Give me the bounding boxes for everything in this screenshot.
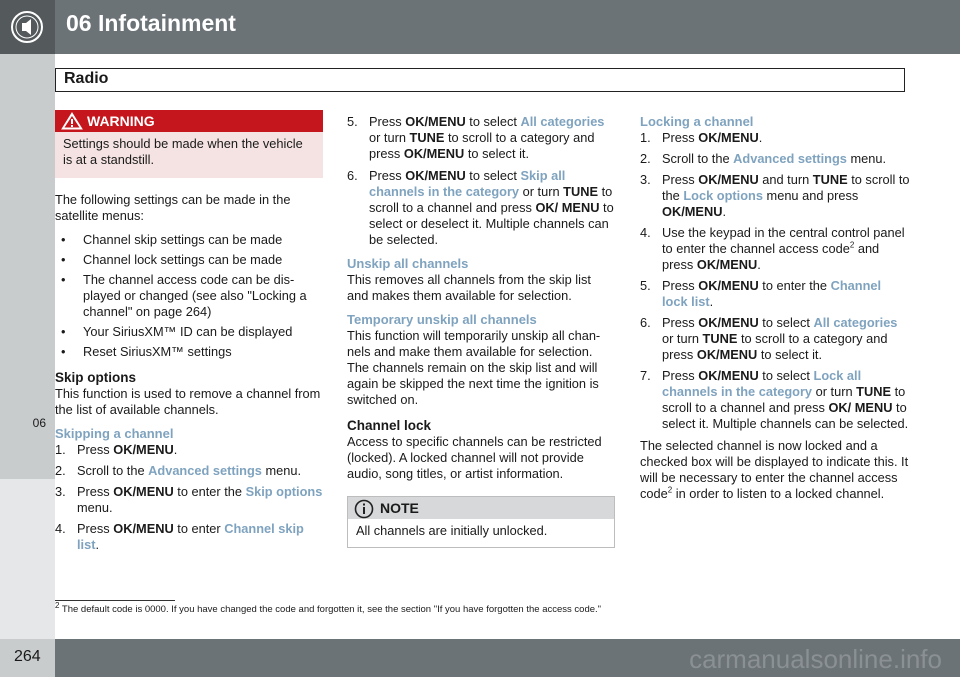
step-item: 5. Press OK/MENU to select All categories or turn TUNE to scroll to a category and press OK/MENU to select it. xyxy=(347,114,605,161)
channel-lock-heading: Channel lock xyxy=(347,418,432,433)
column-1 xyxy=(55,110,323,558)
column-2 xyxy=(347,114,615,548)
closing-text: The selected channel is now locked and a checked box will be displayed to indicate this. It will be necessary to enter the channel access code$^2$ in order to listen to a locked channel. xyxy=(640,438,909,501)
warning-title: WARNING xyxy=(87,113,155,129)
skip-options-text: This function is used to remove a channel from the list of available channels. xyxy=(55,386,321,417)
page-number: 264 xyxy=(14,648,41,665)
step-item: 5. Press OK/MENU to enter the Channel lock list. xyxy=(640,278,882,309)
list-item: • Channel skip settings can be made xyxy=(61,232,283,247)
footer-bar xyxy=(0,639,960,677)
warning-box xyxy=(55,110,323,178)
skip-options-heading: Skip options xyxy=(55,370,136,385)
skipping-heading: Skipping a channel xyxy=(55,426,174,441)
warning-triangle-icon xyxy=(61,112,83,130)
list-item: • Channel lock settings can be made xyxy=(61,252,283,267)
step-item: 3. Press OK/MENU to enter the Skip options menu. xyxy=(55,484,323,515)
step-item: 2. Scroll to the Advanced settings menu. xyxy=(640,151,887,166)
list-item: • The channel access code can be dis-played or changed (see also "Locking a channel" on page 264) xyxy=(61,272,307,319)
column-3 xyxy=(640,114,910,510)
note-title: NOTE xyxy=(380,500,419,516)
warning-header xyxy=(55,110,323,132)
page-number-box xyxy=(0,639,55,677)
note-text: All channels are initially unlocked. xyxy=(356,523,548,538)
note-header xyxy=(348,497,614,519)
unskip-text: This removes all channels from the skip list and makes them available for selection. xyxy=(347,272,591,303)
step-item: 1. Press OK/MENU. xyxy=(55,442,178,457)
section-title-box xyxy=(55,68,905,92)
header-bar xyxy=(0,0,960,54)
chapter-title: 06 Infotainment xyxy=(66,10,236,36)
step-item: 6. Press OK/MENU to select Skip all channels in the category or turn TUNE to scroll to a channel and press OK/ MENU to select or deselect it. Multiple channels can be selected. xyxy=(347,168,614,247)
list-item: • Your SiriusXM™ ID can be displayed xyxy=(61,324,293,339)
side-tab-number: 06 xyxy=(32,416,46,430)
watermark: carmanualsonline.info xyxy=(689,644,942,674)
step-item: 4. Press OK/MENU to enter Channel skip list. xyxy=(55,521,304,552)
unskip-heading: Unskip all channels xyxy=(347,256,469,271)
locking-heading: Locking a channel xyxy=(640,114,754,129)
footnote-rule xyxy=(55,600,175,601)
note-box xyxy=(347,496,615,548)
list-item: • Reset SiriusXM™ settings xyxy=(61,344,232,359)
intro-text: The following settings can be made in the satellite menus: xyxy=(55,192,291,223)
footnote: $^2$ The default code is 0000. If you have changed the code and forgotten it, see the section "If you have forgotten the access code." xyxy=(55,600,602,615)
channel-lock-text: Access to specific channels can be restricted (locked). A locked channel will not provide audio, song titles, or artist information. xyxy=(347,434,602,481)
temporary-unskip-heading: Temporary unskip all channels xyxy=(347,312,537,327)
side-tab-lower xyxy=(0,479,55,639)
step-item: 4. Use the keypad in the central control panel to enter the channel access code$^2$ and press OK/MENU. xyxy=(640,225,905,272)
info-icon xyxy=(354,499,374,519)
step-item: 6. Press OK/MENU to select All categories or turn TUNE to scroll to a category and press OK/MENU to select it. xyxy=(640,315,898,362)
step-item: 1. Press OK/MENU. xyxy=(640,130,763,145)
chapter-side-tab xyxy=(0,54,55,479)
radio-icon xyxy=(0,0,55,54)
step-item: 7. Press OK/MENU to select Lock all channels in the category or turn TUNE to scroll to a channel and press OK/ MENU to select it. Multiple channels can be selected. xyxy=(640,368,909,431)
temporary-unskip-text: This function will temporarily unskip all chan-nels and make them available for selection. The channels remain on the skip list and will again be skipped the next time the ignition is switched on. xyxy=(347,328,601,407)
step-item: 2. Scroll to the Advanced settings menu. xyxy=(55,463,302,478)
section-title: Radio xyxy=(64,70,109,87)
step-item: 3. Press OK/MENU and turn TUNE to scroll to the Lock options menu and press OK/MENU. xyxy=(640,172,910,219)
warning-text: Settings should be made when the vehicle is at a standstill. xyxy=(63,136,303,167)
